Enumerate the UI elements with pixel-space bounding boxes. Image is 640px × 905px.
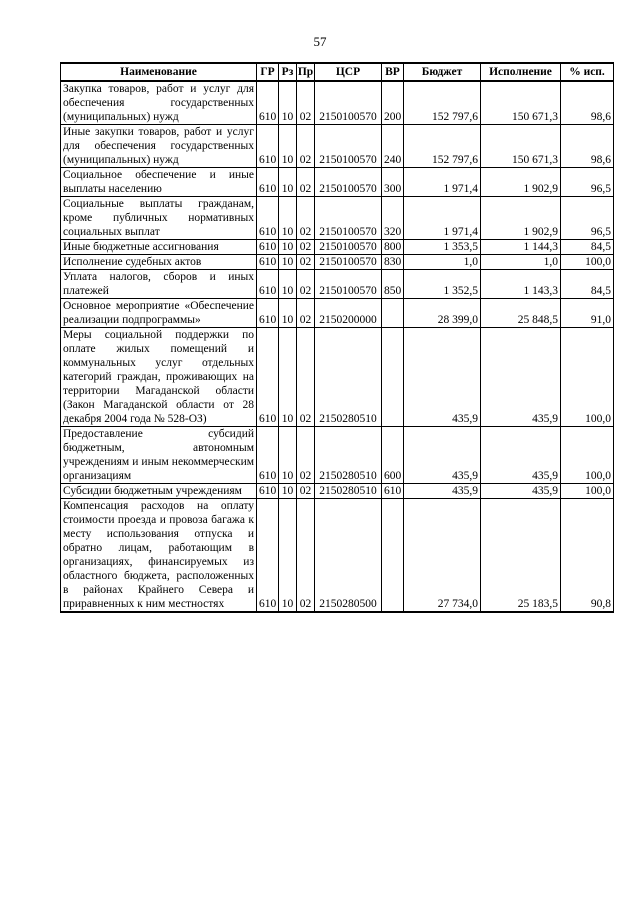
row-execution: 1 144,3 <box>481 240 561 255</box>
row-csr: 2150280510 <box>315 484 382 499</box>
row-rz: 10 <box>279 328 297 427</box>
row-budget: 1 352,5 <box>404 270 481 299</box>
row-pr: 02 <box>297 255 315 270</box>
row-gr: 610 <box>257 270 279 299</box>
row-name: Основное мероприятие «Обеспечение реализации подпрограммы» <box>61 299 257 328</box>
row-vr <box>382 299 404 328</box>
row-gr: 610 <box>257 168 279 197</box>
row-vr: 800 <box>382 240 404 255</box>
table-row <box>61 328 614 427</box>
row-pr: 02 <box>297 81 315 125</box>
row-pr: 02 <box>297 299 315 328</box>
row-csr: 2150100570 <box>315 81 382 125</box>
row-csr: 2150200000 <box>315 299 382 328</box>
row-execution: 150 671,3 <box>481 81 561 125</box>
row-vr <box>382 328 404 427</box>
row-execution: 25 183,5 <box>481 499 561 613</box>
row-pct: 100,0 <box>561 427 614 484</box>
row-execution: 435,9 <box>481 484 561 499</box>
header-pr: Пр <box>297 63 315 81</box>
row-pct: 91,0 <box>561 299 614 328</box>
row-name: Компенсация расходов на оплату стоимости проезда и провоза багажа к месту использования отпуска и обратно лицам, работающим в организациях, финансируемых из областного бюджета, расположенных в районах Крайнего Севера и приравненных к ним местностях <box>61 499 257 613</box>
row-gr: 610 <box>257 81 279 125</box>
row-gr: 610 <box>257 255 279 270</box>
row-pr: 02 <box>297 270 315 299</box>
table-row <box>61 484 614 499</box>
row-budget: 28 399,0 <box>404 299 481 328</box>
row-pr: 02 <box>297 328 315 427</box>
table-row <box>61 499 614 613</box>
table-row <box>61 81 614 125</box>
table-row <box>61 255 614 270</box>
row-rz: 10 <box>279 270 297 299</box>
row-gr: 610 <box>257 125 279 168</box>
header-vr: ВР <box>382 63 404 81</box>
table-row <box>61 270 614 299</box>
row-gr: 610 <box>257 499 279 613</box>
row-name: Уплата налогов, сборов и иных платежей <box>61 270 257 299</box>
row-pr: 02 <box>297 427 315 484</box>
row-gr: 610 <box>257 328 279 427</box>
row-gr: 610 <box>257 484 279 499</box>
header-execution: Исполнение <box>481 63 561 81</box>
row-pct: 98,6 <box>561 125 614 168</box>
row-vr: 300 <box>382 168 404 197</box>
row-vr: 600 <box>382 427 404 484</box>
table-row <box>61 299 614 328</box>
row-rz: 10 <box>279 484 297 499</box>
row-name: Иные бюджетные ассигнования <box>61 240 257 255</box>
row-csr: 2150100570 <box>315 270 382 299</box>
row-rz: 10 <box>279 81 297 125</box>
row-execution: 1,0 <box>481 255 561 270</box>
row-pct: 90,8 <box>561 499 614 613</box>
row-pr: 02 <box>297 240 315 255</box>
row-vr: 850 <box>382 270 404 299</box>
row-execution: 1 902,9 <box>481 197 561 240</box>
row-rz: 10 <box>279 255 297 270</box>
row-pct: 84,5 <box>561 270 614 299</box>
header-budget: Бюджет <box>404 63 481 81</box>
row-csr: 2150100570 <box>315 240 382 255</box>
row-budget: 1 971,4 <box>404 197 481 240</box>
row-budget: 435,9 <box>404 328 481 427</box>
row-budget: 435,9 <box>404 484 481 499</box>
row-pct: 100,0 <box>561 484 614 499</box>
row-rz: 10 <box>279 125 297 168</box>
row-csr: 2150100570 <box>315 125 382 168</box>
row-rz: 10 <box>279 168 297 197</box>
row-pr: 02 <box>297 197 315 240</box>
row-pct: 84,5 <box>561 240 614 255</box>
row-rz: 10 <box>279 197 297 240</box>
row-gr: 610 <box>257 240 279 255</box>
row-rz: 10 <box>279 427 297 484</box>
row-pr: 02 <box>297 484 315 499</box>
header-gr: ГР <box>257 63 279 81</box>
header-name: Наименование <box>61 63 257 81</box>
table-header <box>61 63 614 81</box>
row-csr: 2150100570 <box>315 197 382 240</box>
row-name: Меры социальной поддержки по оплате жилых помещений и коммунальных услуг отдельных категорий граждан, проживающих на территории Магаданской области (Закон Магаданской области от 28 декабря 2004 года № 528-ОЗ) <box>61 328 257 427</box>
row-gr: 610 <box>257 427 279 484</box>
row-budget: 152 797,6 <box>404 125 481 168</box>
row-rz: 10 <box>279 240 297 255</box>
row-csr: 2150280500 <box>315 499 382 613</box>
row-csr: 2150100570 <box>315 168 382 197</box>
row-budget: 27 734,0 <box>404 499 481 613</box>
row-csr: 2150100570 <box>315 255 382 270</box>
row-pct: 100,0 <box>561 255 614 270</box>
row-execution: 1 143,3 <box>481 270 561 299</box>
row-execution: 435,9 <box>481 328 561 427</box>
row-vr: 830 <box>382 255 404 270</box>
row-execution: 1 902,9 <box>481 168 561 197</box>
row-csr: 2150280510 <box>315 427 382 484</box>
table-row <box>61 427 614 484</box>
row-budget: 435,9 <box>404 427 481 484</box>
row-rz: 10 <box>279 299 297 328</box>
header-pct: % исп. <box>561 63 614 81</box>
row-name: Субсидии бюджетным учреждениям <box>61 484 257 499</box>
row-pr: 02 <box>297 125 315 168</box>
row-rz: 10 <box>279 499 297 613</box>
row-budget: 1 353,5 <box>404 240 481 255</box>
table-row <box>61 168 614 197</box>
row-vr: 200 <box>382 81 404 125</box>
row-budget: 1,0 <box>404 255 481 270</box>
row-csr: 2150280510 <box>315 328 382 427</box>
row-vr <box>382 499 404 613</box>
row-pct: 96,5 <box>561 197 614 240</box>
row-vr: 240 <box>382 125 404 168</box>
row-name: Социальное обеспечение и иные выплаты населению <box>61 168 257 197</box>
budget-table <box>60 62 614 613</box>
row-vr: 320 <box>382 197 404 240</box>
row-budget: 152 797,6 <box>404 81 481 125</box>
row-pr: 02 <box>297 499 315 613</box>
row-pct: 96,5 <box>561 168 614 197</box>
row-budget: 1 971,4 <box>404 168 481 197</box>
row-gr: 610 <box>257 197 279 240</box>
row-pct: 98,6 <box>561 81 614 125</box>
row-name: Социальные выплаты гражданам, кроме публичных нормативных социальных выплат <box>61 197 257 240</box>
header-rz: Рз <box>279 63 297 81</box>
table-row <box>61 125 614 168</box>
row-vr: 610 <box>382 484 404 499</box>
page-number: 57 <box>313 34 327 49</box>
row-name: Закупка товаров, работ и услуг для обеспечения государственных (муниципальных) нужд <box>61 81 257 125</box>
row-name: Иные закупки товаров, работ и услуг для обеспечения государственных (муниципальных) нужд <box>61 125 257 168</box>
row-pr: 02 <box>297 168 315 197</box>
row-pct: 100,0 <box>561 328 614 427</box>
row-name: Предоставление субсидий бюджетным, автономным учреждениям и иным некоммерческим организациям <box>61 427 257 484</box>
row-name: Исполнение судебных актов <box>61 255 257 270</box>
row-execution: 150 671,3 <box>481 125 561 168</box>
table-row <box>61 197 614 240</box>
table-row <box>61 240 614 255</box>
row-execution: 435,9 <box>481 427 561 484</box>
header-csr: ЦСР <box>315 63 382 81</box>
row-execution: 25 848,5 <box>481 299 561 328</box>
row-gr: 610 <box>257 299 279 328</box>
